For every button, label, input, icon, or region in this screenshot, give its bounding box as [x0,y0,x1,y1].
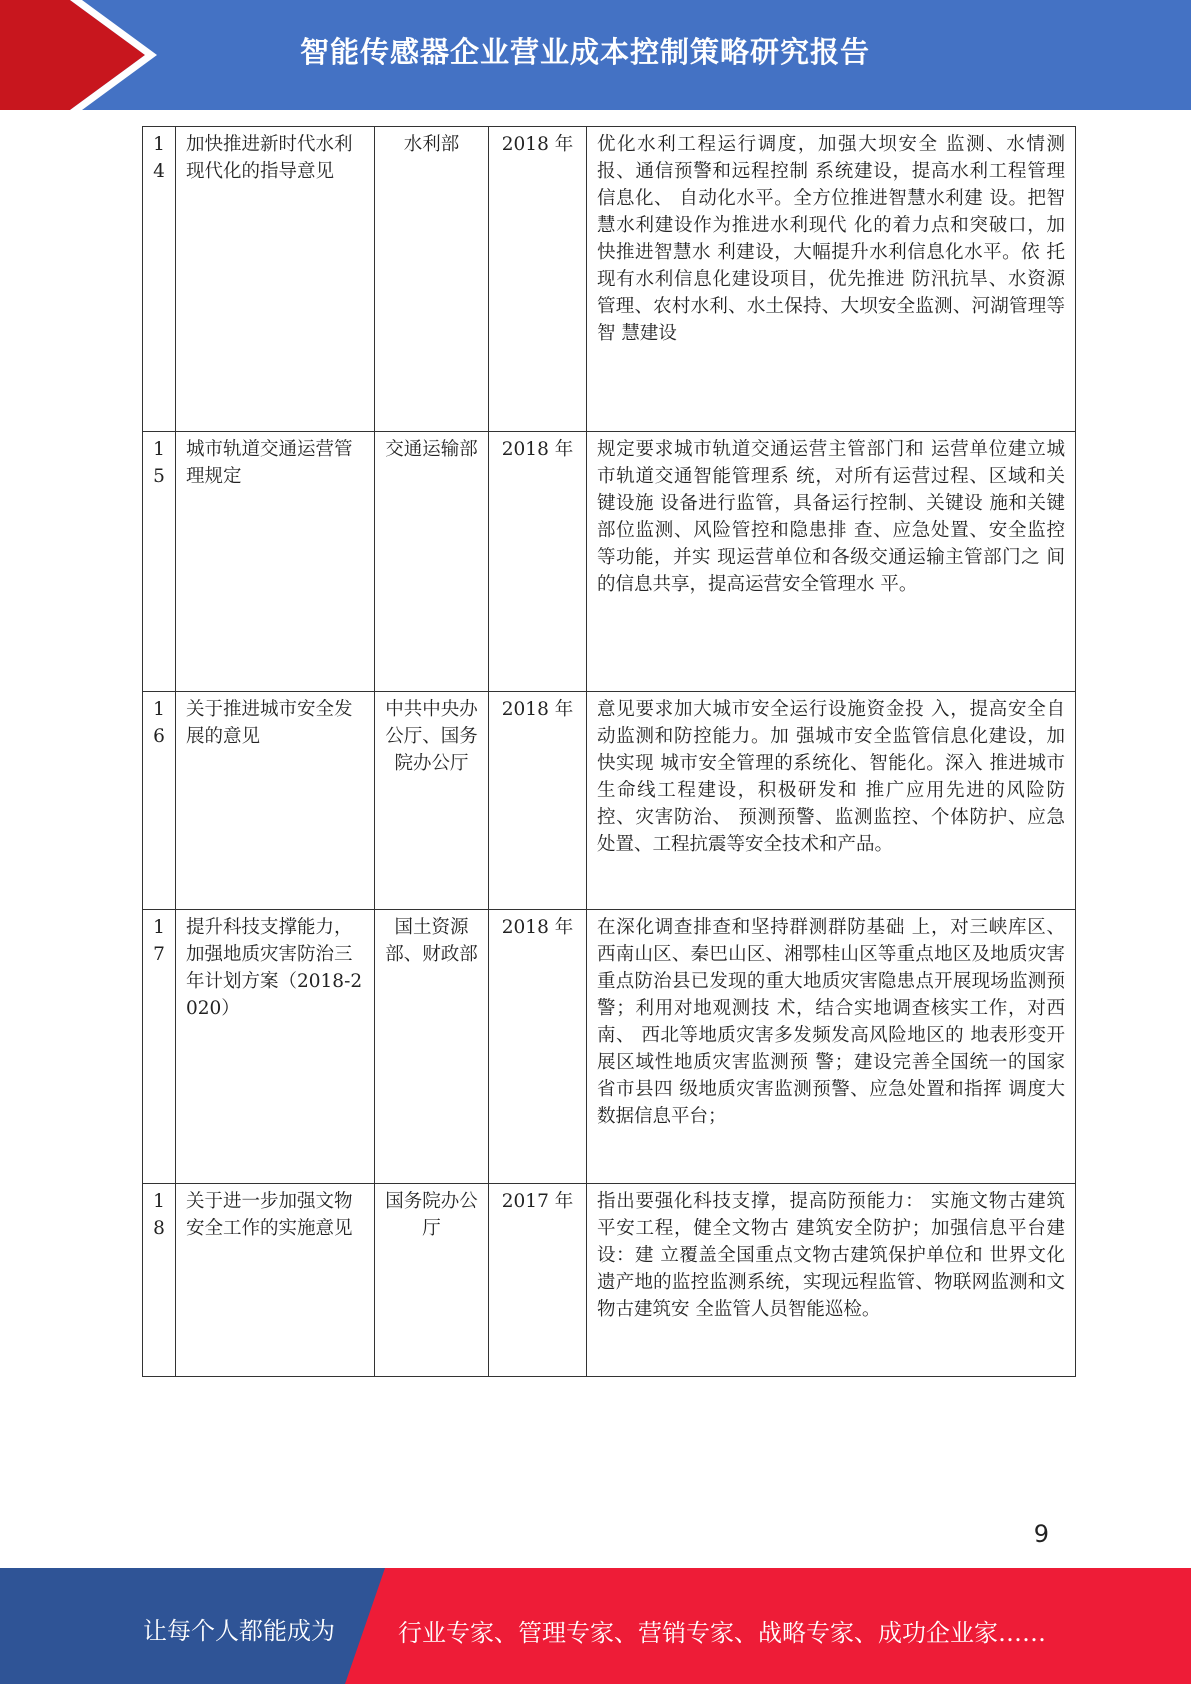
policy-content: 指出要强化科技支撑，提高防预能力： 实施文物古建筑平安工程，健全文物古 建筑安全防护；加强信息平台建设：建 立覆盖全国重点文物古建筑保护单位和 世界文化遗产地的监控监测系统，实现远程监管、物联网监测和文物古建筑安 全监管人员智能巡检。 [587,1184,1076,1377]
row-number: 18 [143,1184,176,1377]
policy-name: 关于推进城市安全发展的意见 [176,692,375,910]
policy-year: 2018 年 [489,910,587,1184]
footer-slogan-left: 让每个人都能成为 [143,1617,335,1645]
policy-year: 2018 年 [489,692,587,910]
table-row [143,692,1076,910]
policy-content: 意见要求加大城市安全运行设施资金投 入，提高安全自动监测和防控能力。加 强城市安全监管信息化建设，加快实现 城市安全管理的系统化、智能化。深入 推进城市生命线工程建设，积极研发和 推广应用先进的风险防控、灾害防治、 预测预警、监测监控、个体防护、应急 处置、工程抗震等安全技术和产品。 [587,692,1076,910]
policy-content: 在深化调查排查和坚持群测群防基础 上，对三峡库区、西南山区、秦巴山区、湘鄂桂山区等重点地区及地质灾害 重点防治县已发现的重大地质灾害隐患点开展现场监测预警；利用对地观测技 术，结合实地调查核实工作，对西南、 西北等地质灾害多发频发高风险地区的 地表形变开展区域性地质灾害监测预 警；建设完善全国统一的国家省市县四 级地质灾害监测预警、应急处置和指挥 调度大数据信息平台； [587,910,1076,1184]
policy-department: 国务院办公厅 [375,1184,489,1377]
row-number: 17 [143,910,176,1184]
policy-department: 国土资源部、财政部 [375,910,489,1184]
policy-year: 2018 年 [489,432,587,692]
policy-name: 城市轨道交通运营管理规定 [176,432,375,692]
policy-year: 2018 年 [489,127,587,432]
row-number: 14 [143,127,176,432]
policy-department: 交通运输部 [375,432,489,692]
page-number: 9 [1033,1520,1049,1548]
row-number: 16 [143,692,176,910]
footer-slogan-right: 行业专家、管理专家、营销专家、战略专家、成功企业家…… [398,1619,1046,1647]
policy-name: 关于进一步加强文物安全工作的实施意见 [176,1184,375,1377]
policy-content: 优化水利工程运行调度，加强大坝安全 监测、水情测报、通信预警和远程控制 系统建设，提高水利工程管理信息化、 自动化水平。全方位推进智慧水利建 设。把智慧水利建设作为推进水利现代 化的着力点和突破口，加快推进智慧水 利建设，大幅提升水利信息化水平。依 托现有水利信息化建设项目，优先推进 防汛抗旱、水资源管理、农村水利、水土保持、大坝安全监测、河湖管理等智 慧建设 [587,127,1076,432]
page-header [0,0,1191,110]
policy-table [142,126,1076,1377]
policy-department: 中共中央办公厅、国务院办公厅 [375,692,489,910]
table-row [143,127,1076,432]
policy-content: 规定要求城市轨道交通运营主管部门和 运营单位建立城市轨道交通智能管理系 统，对所有运营过程、区域和关键设施 设备进行监管，具备运行控制、关键设 施和关键部位监测、风险管控和隐患排 查、应急处置、安全监控等功能，并实 现运营单位和各级交通运输主管部门之 间的信息共享，提高运营安全管理水 平。 [587,432,1076,692]
policy-name: 加快推进新时代水利现代化的指导意见 [176,127,375,432]
header-red-arrow [0,0,160,110]
page-footer [0,1568,1191,1684]
table-row [143,910,1076,1184]
table-row [143,432,1076,692]
report-title: 智能传感器企业营业成本控制策略研究报告 [300,35,871,69]
table-row [143,1184,1076,1377]
policy-department: 水利部 [375,127,489,432]
row-number: 15 [143,432,176,692]
policy-name: 提升科技支撑能力，加强地质灾害防治三年计划方案（2018-2020） [176,910,375,1184]
policy-year: 2017 年 [489,1184,587,1377]
